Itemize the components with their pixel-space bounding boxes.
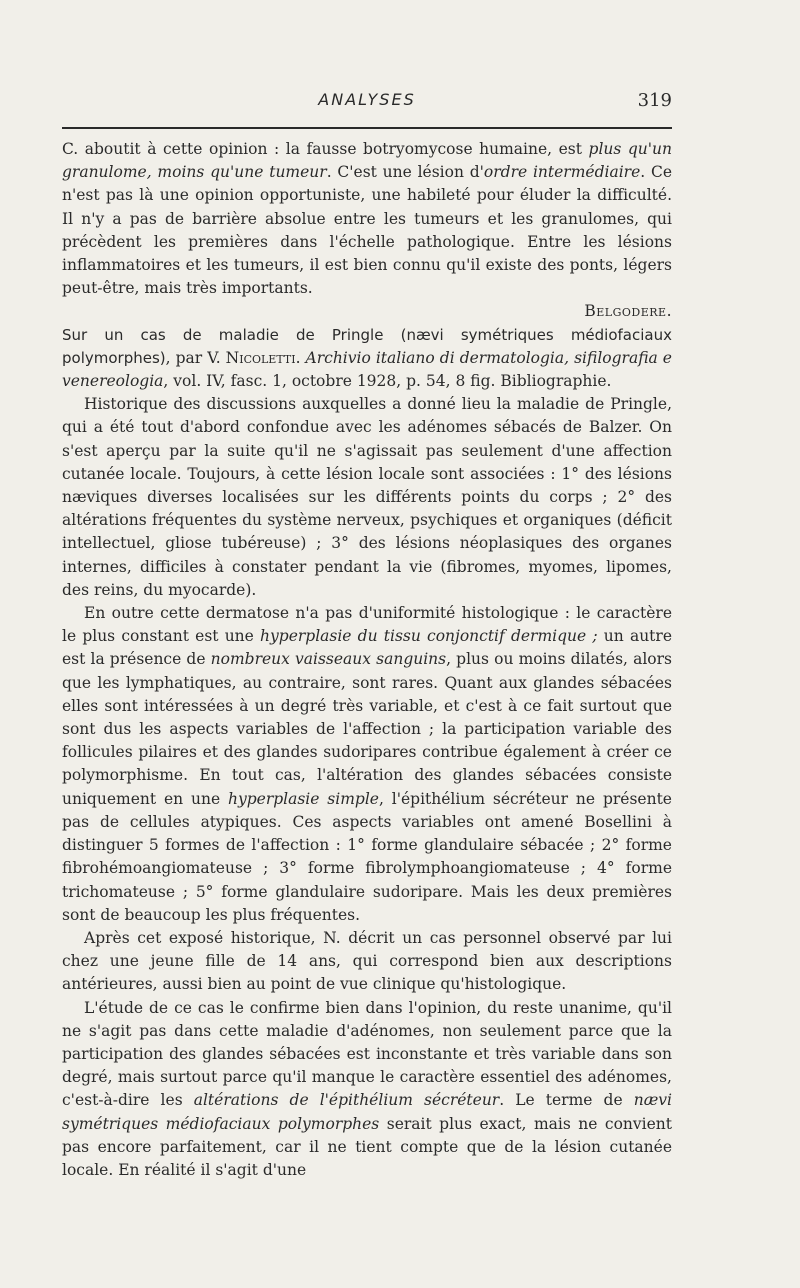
text-run: un autre est la présence de	[62, 627, 672, 669]
text-run: . Ce n'est pas là une opinion opportuniste, une habileté pour éluder la difficulté. Il n'y a pas de barrière absolue entre les tumeurs et les granulomes, qui précèdent les premières dans l'échelle pathologique. Entre les lésions inflammatoires et les tumeurs, il est bien connu qu'il existe des ponts, légers peut-être, mais très importants.	[62, 163, 672, 298]
page-body	[62, 138, 672, 1182]
reviewer-signature: Belgodere.	[584, 302, 672, 321]
text-run: . Le terme de	[499, 1091, 634, 1110]
text-run: , par V.	[165, 348, 226, 367]
article-heading	[62, 324, 672, 394]
paragraph-conclusion	[62, 997, 672, 1183]
italic-run: hyperplasie simple	[227, 789, 379, 808]
italic-run: altérations de l'épithélium sécréteur	[193, 1091, 500, 1110]
text-run: C. aboutit à cette opinion : la fausse botryomycose humaine, est	[62, 140, 589, 158]
italic-run: nombreux vaisseaux sanguins	[210, 650, 447, 669]
text-run: . C'est une lésion d'	[326, 163, 484, 182]
paragraph-historique: Historique des discussions auxquelles a donné lieu la maladie de Pringle, qui a été tout d'abord confondue avec les adénomes sébacés de Balzer. On s'est aperçu par la suite qu'il ne s'agissait pas seulement d'une affection cutanée locale. Toujours, à cette lésion locale sont associées : 1° des lésions næviques diverses localisées sur les différents points du corps ; 2° des altérations fréquentes du système nerveux, psychiques et organiques (déficit intellectuel, gliose tubéreuse) ; 3° des lésions néoplasiques des organes internes, difficiles à constater pendant la vie (fibromes, myomes, lipomes, des reins, du myocarde).	[62, 395, 672, 599]
header-rule	[62, 127, 672, 129]
citation: , vol. IV, fasc. 1, octobre 1928, p. 54, 8 fig. Bibliographie.	[163, 372, 612, 391]
italic-run: nævi symétriques médiofaciaux polymorphes	[62, 1091, 672, 1133]
page-header	[62, 90, 672, 120]
paragraph-cas-personnel: Après cet exposé historique, N. décrit un cas personnel observé par lui chez une jeune fille de 14 ans, qui correspond bien aux descriptions antérieures, aussi bien au point de vue clinique qu'histologique.	[62, 928, 672, 994]
italic-run: ordre intermédiaire	[483, 163, 641, 182]
italic-run: hyperplasie du tissu conjonctif dermique ;	[260, 627, 598, 646]
paragraph-histologie	[62, 602, 672, 927]
article-title: Sur un cas de maladie de Pringle (nævi symétriques médiofaciaux polymorphes)	[62, 325, 672, 367]
running-head: ANALYSES	[318, 90, 416, 109]
text-run: serait plus exact, mais ne convient pas encore parfaitement, car il ne tient compte que de la lésion cutanée locale. En réalité il s'agit d'une	[62, 1114, 672, 1179]
page-number: 319	[637, 90, 672, 111]
text-run: , l'épithélium sécréteur ne présente pas de cellules atypiques. Ces aspects variables ont amené Bosellini à distinguer 5 formes de l'affection : 1° forme glandulaire sébacée ; 2° forme fibrohémoangiomateuse ; 3° forme fibrolymphoangiomateuse ; 4° forme trichomateuse ; 5° forme glandulaire sudoripare. Mais les deux premières sont de beaucoup les plus fréquentes.	[62, 789, 672, 924]
text-run: , plus ou moins dilatés, alors que les lymphatiques, au contraire, sont rares. Quant aux glandes sébacées elles sont intéressées à un degré très variable, et c'est à ce fait surtout que sont dus les aspects variables de l'affection ; la participation variable des follicules pilaires et des glandes sudoripares contribue également à créer ce polymorphisme. En tout cas, l'altération des glandes sébacées consiste uniquement en une	[62, 650, 673, 808]
text-run: L'étude de ce cas le confirme bien dans l'opinion, du reste unanime, qu'il ne s'agit pas dans cette maladie d'adénomes, non seulement parce que la participation des glandes sébacées est inconstante et très variable dans son degré, mais surtout parce qu'il manque le caractère essentiel des adénomes, c'est-à-dire les	[62, 998, 672, 1110]
journal-name: Archivio italiano di dermatologia, sifilografia e venereologia	[62, 348, 672, 391]
italic-run: plus qu'un granulome, moins qu'une tumeur	[62, 140, 672, 182]
article-author: Nicoletti	[225, 348, 296, 367]
text-run: En outre cette dermatose n'a pas d'uniformité histologique : le caractère le plus constant est une	[62, 604, 672, 646]
text-run: .	[295, 348, 306, 367]
previous-review-paragraph	[62, 138, 672, 300]
